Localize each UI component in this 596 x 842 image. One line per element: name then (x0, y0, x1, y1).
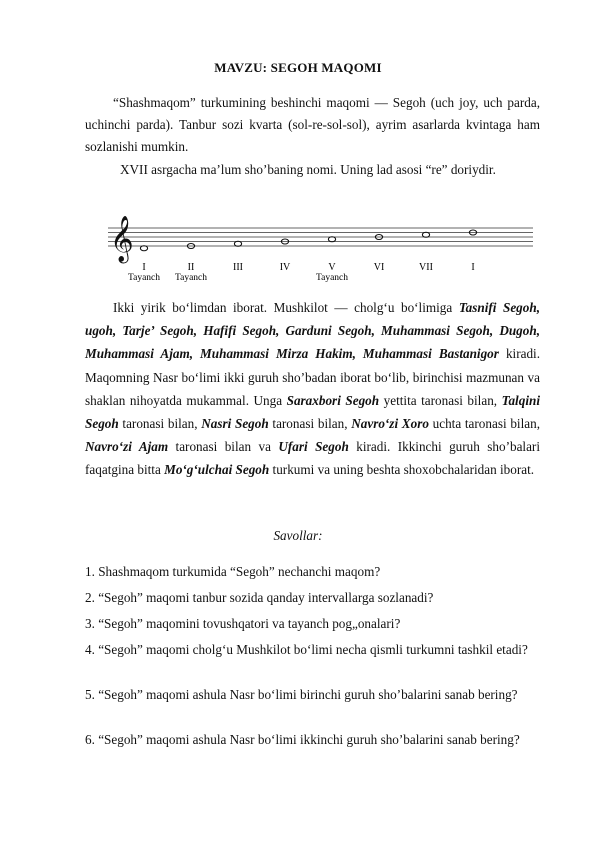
text-run: yettita taronasi bilan, (379, 392, 502, 408)
staff-lines (108, 228, 533, 246)
text-run: uchta taronasi bilan, (428, 416, 540, 432)
tayanch-label: Tayanch (315, 273, 349, 283)
question-item: 3. “Segoh” maqomini tovushqatori va tayanch pog„onalari? (85, 616, 401, 631)
questions-heading: Savollar: (273, 528, 323, 543)
text-run: Ikki yirik bo‘limdan iborat. Mushkilot — cholg‘u bo‘limiga (113, 300, 459, 315)
shoba-name: Ufari Segoh (278, 439, 349, 455)
question-item: 4. “Segoh” maqomi cholg‘u Mushkilot bo‘limi necha qismli turkumni tashkil etadi? (85, 642, 528, 657)
shoba-name: Talqini Segoh (85, 392, 540, 432)
shoba-list: Tasnifi Segoh, ugoh, Tarje’ Segoh, Hafifi Segoh, Garduni Segoh, Muhammasi Segoh, Dugoh, Muhammasi Ajam, Muhammasi Mirza Hakim, Muhammasi Bastanigor (85, 300, 540, 362)
degree-label: III (233, 262, 243, 273)
text-run: taronasi bilan, (118, 416, 202, 432)
paragraph-structure (85, 296, 540, 482)
degree-label: I (471, 262, 475, 273)
degree-label: VII (419, 262, 433, 273)
text-run: kiradi. Ikkinchi guruh sho’balari faqatgina bitta (85, 439, 540, 478)
degree-label: IV (279, 262, 291, 273)
staff-notes (140, 230, 476, 251)
degree-label: VI (373, 262, 385, 273)
question-item: 2. “Segoh” maqomi tanbur sozida qanday intervallarga sozlanadi? (85, 590, 434, 605)
text-run: kiradi. Maqomning Nasr bo‘limi ikki guruh sho’badan iborat bo‘lib, birinchisi mazmunan va shaklan nihoyatda mukammal. Unga (85, 346, 540, 408)
tayanch-label: Tayanch (174, 273, 208, 283)
shoba-name: Navro‘zi Xoro (351, 416, 429, 432)
degree-label: V (328, 262, 336, 273)
text-run: taronasi bilan, (268, 416, 352, 432)
shoba-name: Navro‘zi Ajam (85, 439, 169, 455)
shoba-name: Nasri Segoh (201, 416, 269, 432)
shoba-name: Mo‘g‘ulchai Segoh (164, 462, 270, 478)
whole-note (328, 237, 335, 242)
music-staff-scale (108, 214, 533, 284)
treble-clef-icon: 𝄞 (110, 216, 134, 262)
degree-label: II (187, 262, 195, 273)
paragraph-lad-basis: XVII asrgacha ma’lum sho’baning nomi. Uning lad asosi “re” doriydir. (120, 162, 496, 177)
text-run: taronasi bilan va (168, 439, 279, 455)
page-title: MAVZU: SEGOH MAQOMI (214, 60, 382, 75)
whole-note (422, 232, 429, 237)
text-run: turkumi va uning beshta shoxobchalaridan iborat. (269, 462, 535, 478)
question-item: 1. Shashmaqom turkumida “Segoh” nechanchi maqom? (85, 564, 381, 579)
question-item: 5. “Segoh” maqomi ashula Nasr bo‘limi birinchi guruh sho’balarini sanab bering? (85, 687, 518, 702)
whole-note (140, 246, 147, 251)
whole-note (234, 241, 241, 246)
question-item: 6. “Segoh” maqomi ashula Nasr bo‘limi ikkinchi guruh sho’balarini sanab bering? (85, 732, 520, 747)
degree-label: I (142, 262, 146, 273)
shoba-name: Saraxbori Segoh (286, 392, 380, 408)
tayanch-label: Tayanch (127, 273, 161, 283)
staff-tayanch-labels (128, 273, 348, 283)
paragraph-intro: “Shashmaqom” turkumining beshinchi maqomi — Segoh (uch joy, uch parda, uchinchi parda). Tanbur sozi kvarta (sol-re-sol-sol), ayrim asarlarda kvintaga ham sozlanishi mumkin. (85, 95, 540, 154)
staff-degree-labels (142, 262, 474, 273)
